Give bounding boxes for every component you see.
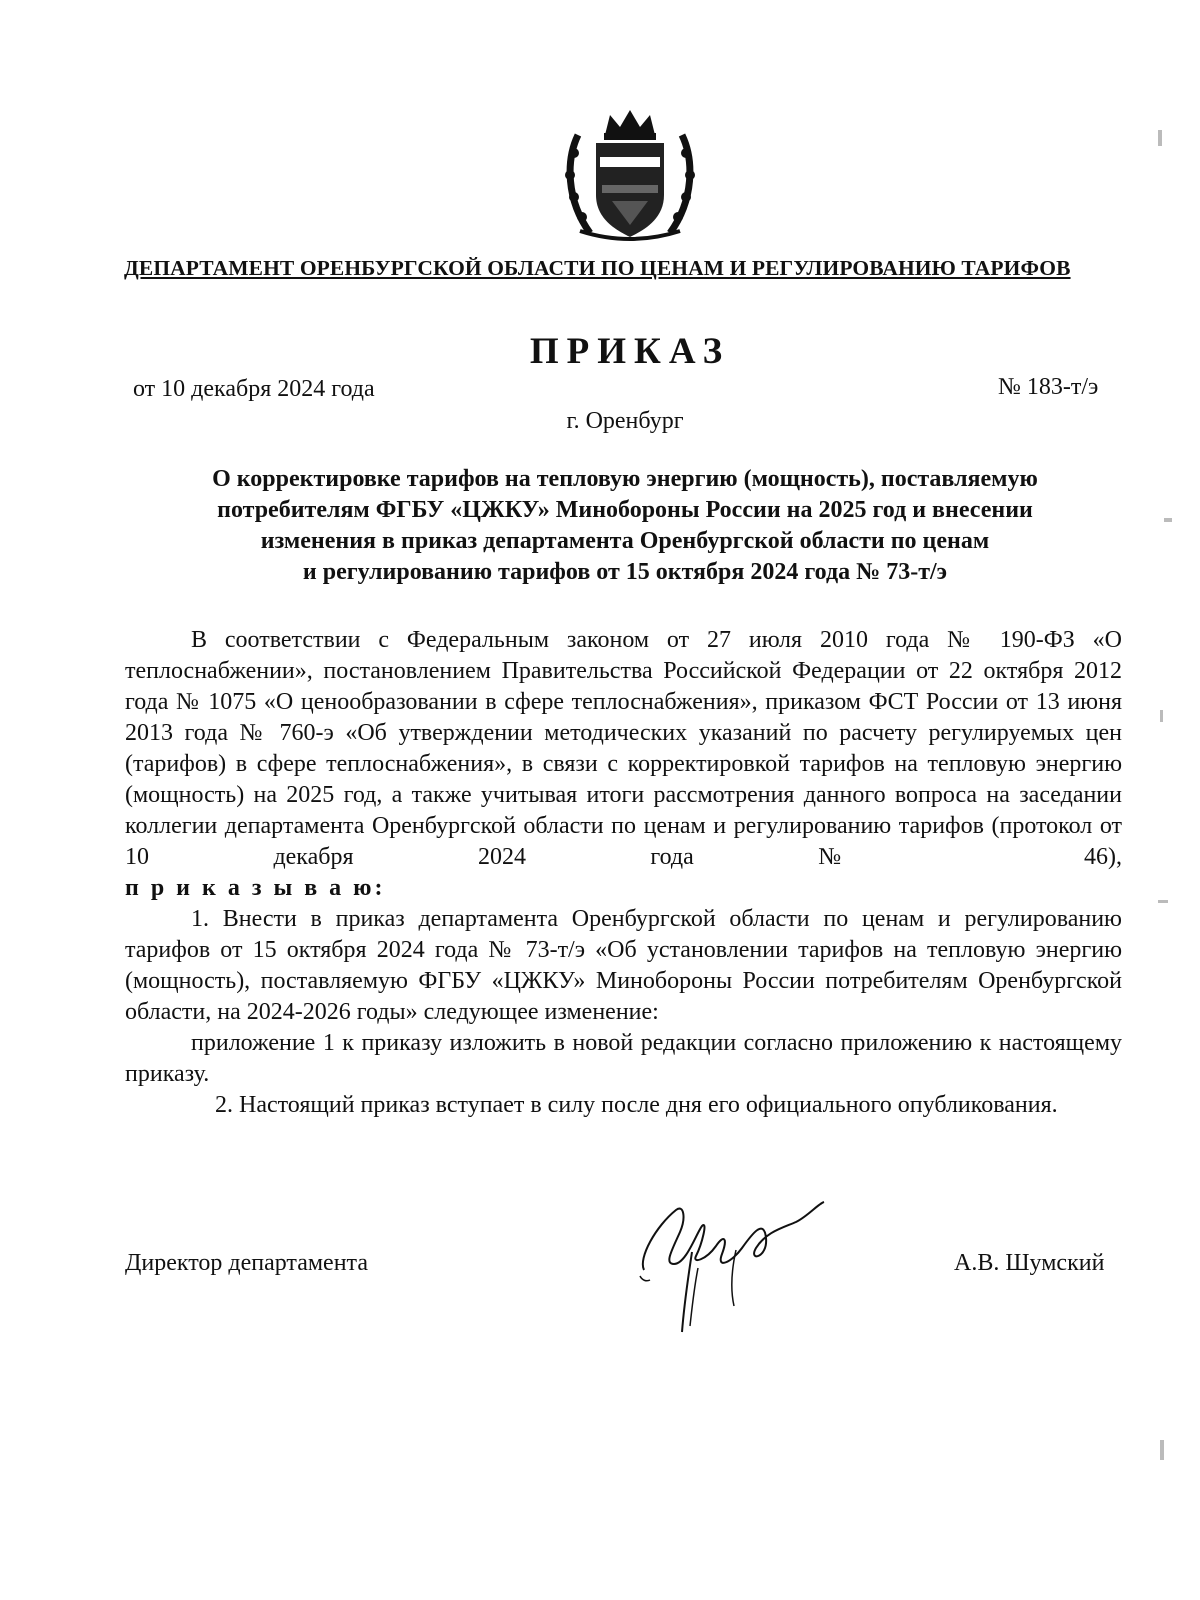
item-2-paragraph: 2. Настоящий приказ вступает в силу после дня его официального опубликования. [215,1092,1058,1118]
scan-speck [1158,900,1168,903]
signatory-name: А.В. Шумский [954,1250,1105,1276]
order-word: п р и к а з ы в а ю: [125,875,386,901]
scan-speck [1160,710,1163,722]
subject-line: и регулированию тарифов от 15 октября 2024 года № 73-т/э [302,559,948,585]
subject-line: потребителям ФГБУ «ЦЖКУ» Минобороны России на 2025 год и внесении [217,497,1033,523]
item-1-paragraph: 1. Внести в приказ департамента Оренбургской области по ценам и регулированию тарифов от 15 октября 2024 года № 73-т/э «Об установлении тарифов на тепловую энергию (мощность), поставляемую ФГБУ «ЦЖКУ» Минобороны России потребителям Оренбургской области, на 2024-2026 годы» следующее изменение: [125,906,1122,1025]
subject-line: О корректировке тарифов на тепловую энергию (мощность), поставляемую [212,466,1038,492]
order-subject [125,464,1125,588]
signatory-position: Директор департамента [125,1250,368,1276]
coat-of-arms-icon [560,105,700,245]
order-body [125,625,1122,1121]
preamble-paragraph: В соответствии с Федеральным законом от 27 июля 2010 года № 190-ФЗ «О теплоснабжении», постановлением Правительства Российской Федерации от 22 октября 2012 года № 1075 «О ценообразовании в сфере теплоснабжения», приказом ФСТ России от 13 июня 2013 года № 760-э «Об утверждении методических указаний по расчету регулируемых цен (тарифов) в сфере теплоснабжения», в связи с корректировкой тарифов на тепловую энергию (мощность) на 2025 год, а также учитывая итоги рассмотрения данного вопроса на заседании коллегии департамента Оренбургской области по ценам и регулированию тарифов (протокол от 10 декабря 2024 года № 46), [125,627,1122,870]
document-type-title: ПРИКАЗ [529,331,731,372]
department-name: ДЕПАРТАМЕНТ ОРЕНБУРГСКОЙ ОБЛАСТИ ПО ЦЕНАМ И РЕГУЛИРОВАНИЮ ТАРИФОВ [124,256,1071,280]
subject-line: изменения в приказ департамента Оренбургской области по ценам [260,528,990,554]
scan-speck [1160,1440,1164,1460]
handwritten-signature [636,1198,856,1338]
scan-speck [1158,130,1162,146]
order-number: № 183-т/э [998,374,1099,400]
order-city: г. Оренбург [566,408,684,434]
item-1-sub-paragraph: приложение 1 к приказу изложить в новой редакции согласно приложению к настоящему приказу. [125,1030,1122,1087]
order-date: от 10 декабря 2024 года [133,376,375,402]
scan-speck [1164,518,1172,522]
